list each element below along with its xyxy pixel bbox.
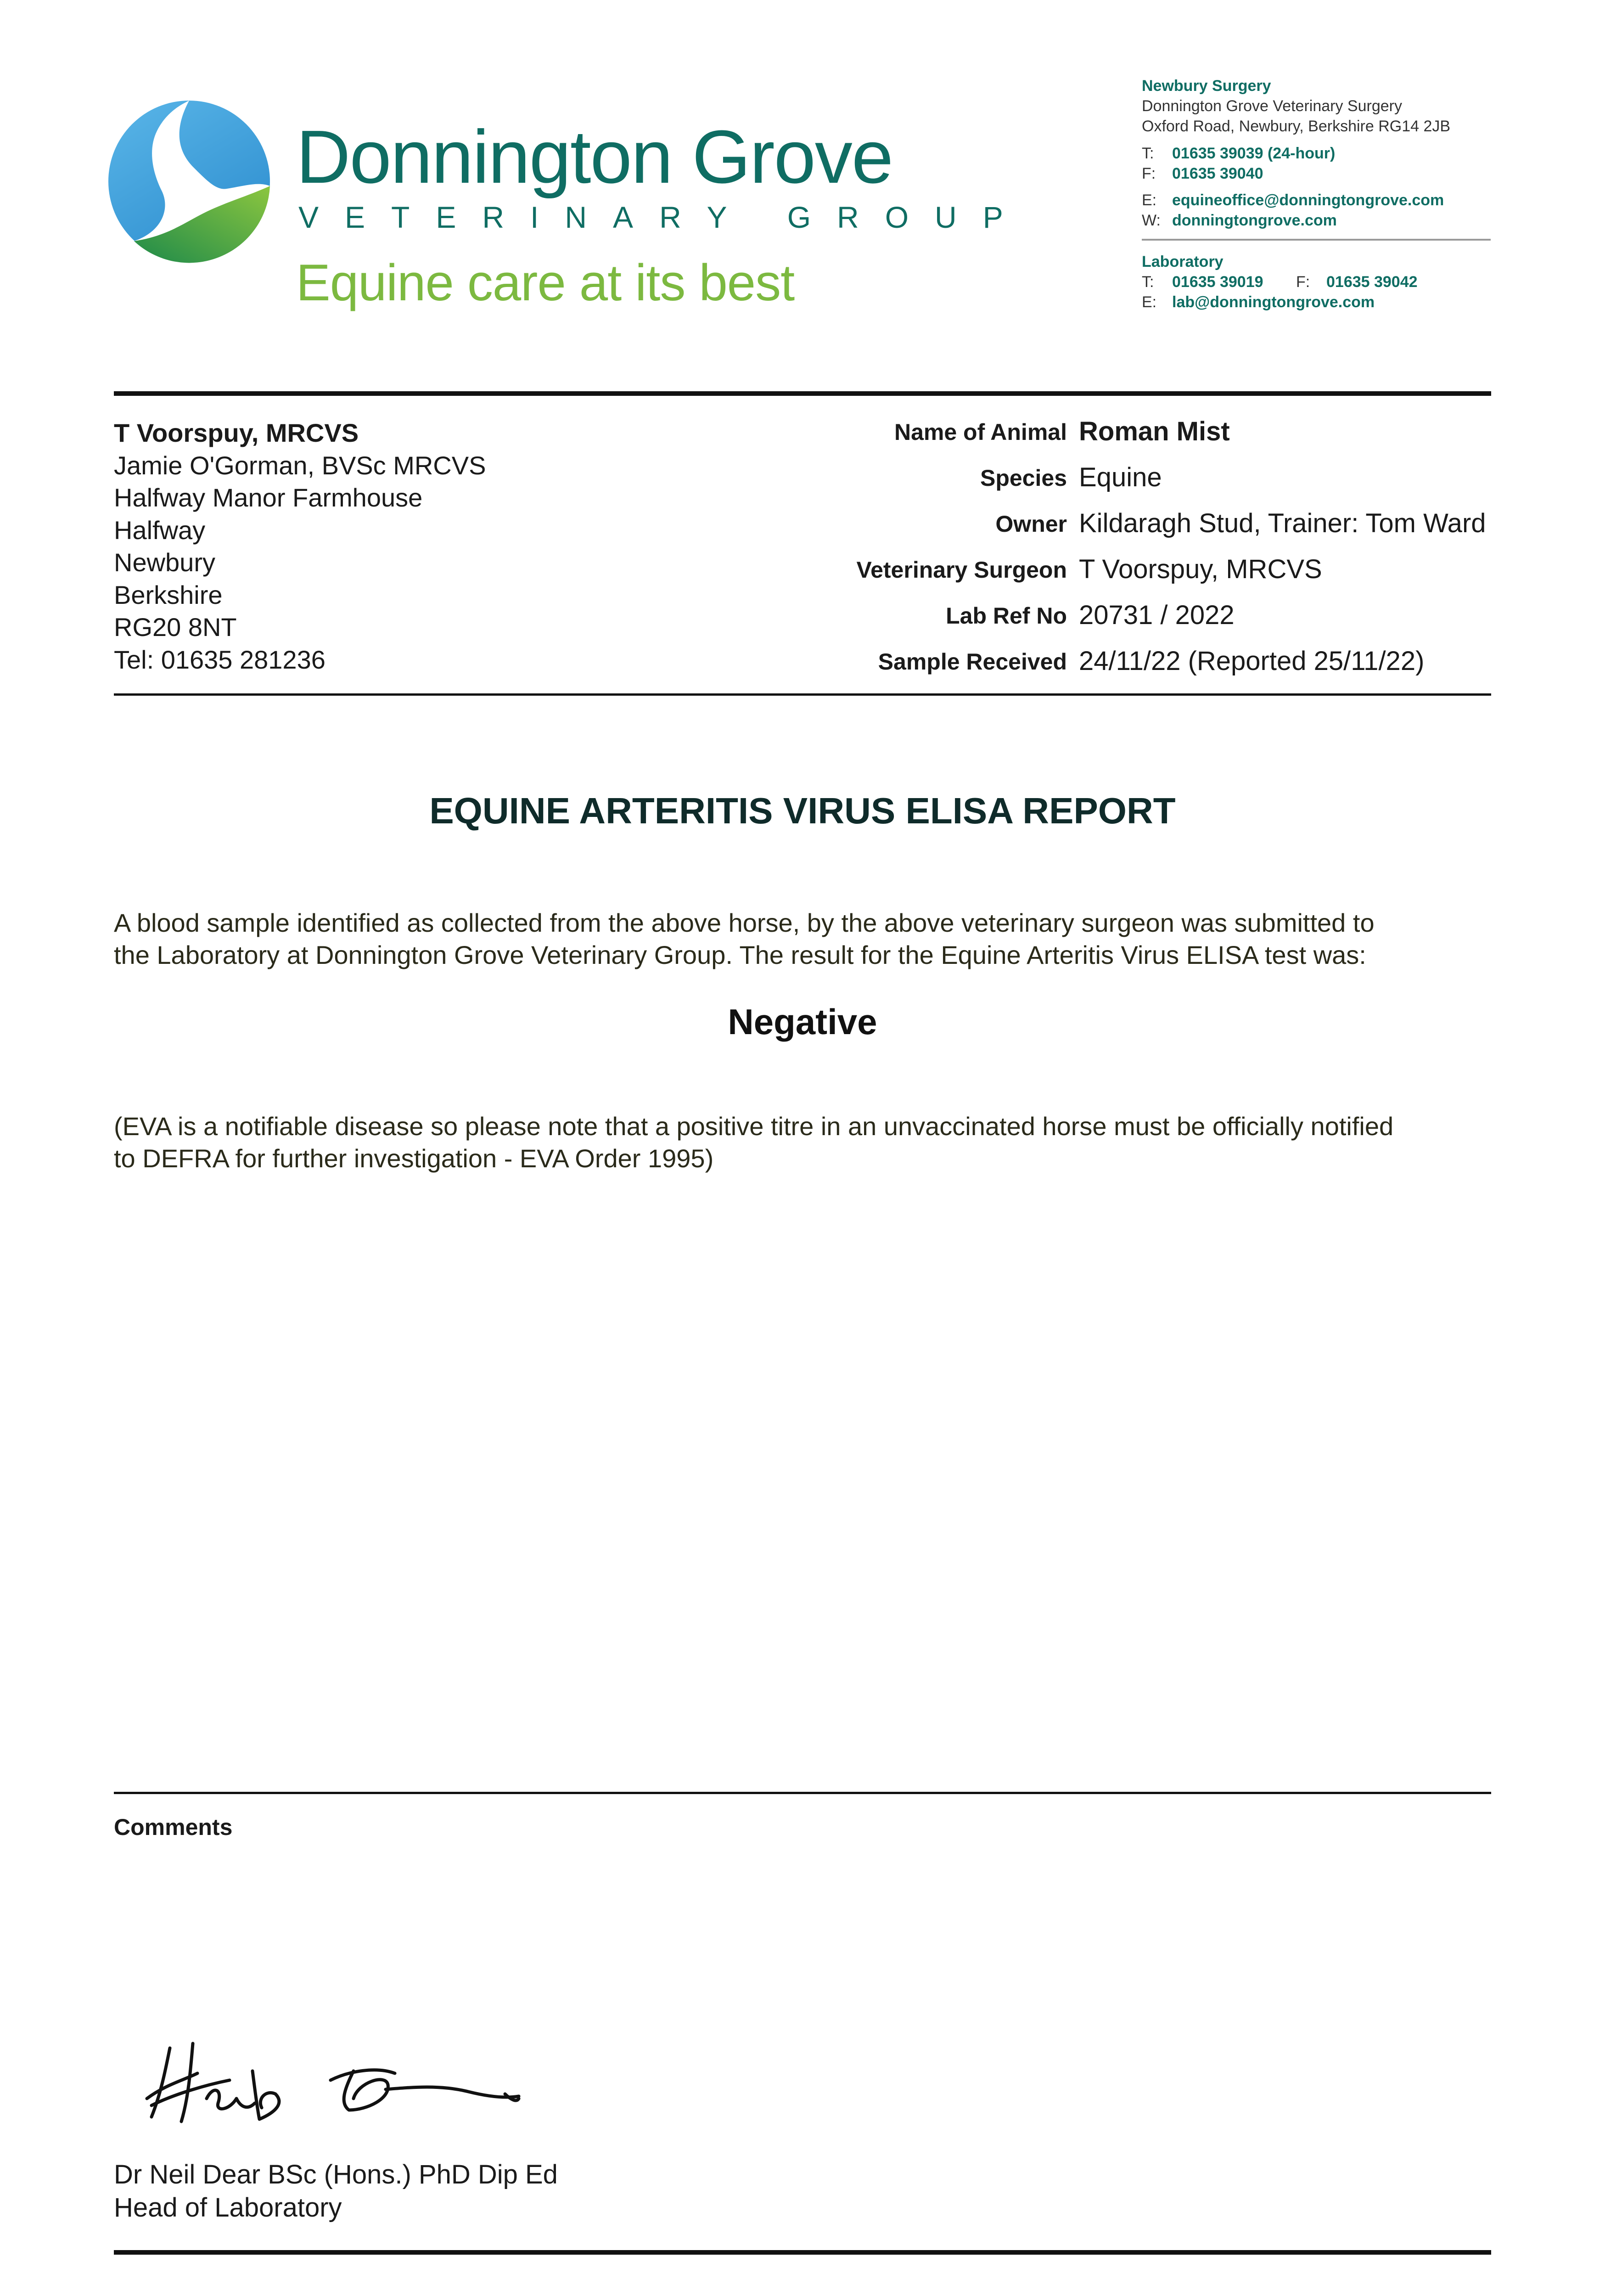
web-key: W: (1142, 212, 1161, 230)
brand-subtitle: VETERINARY GROUP (298, 200, 1029, 234)
laboratory-heading: Laboratory (1142, 253, 1224, 270)
surgery-tel: 01635 39039 (24-hour) (1172, 144, 1336, 162)
report-title: EQUINE ARTERITIS VIRUS ELISA REPORT (429, 790, 1176, 831)
detail-label: Veterinary Surgeon (856, 557, 1067, 583)
surgery-fax-row (1142, 163, 1491, 184)
detail-row-lab-ref (689, 600, 1492, 646)
contact-divider (1142, 239, 1491, 241)
detail-value: Equine (1079, 462, 1162, 492)
donnington-grove-logo (107, 99, 272, 264)
detail-row-vet-surgeon (689, 554, 1492, 600)
detail-row-species (689, 462, 1492, 508)
brand-name: Donnington Grove (296, 115, 893, 199)
laboratory-phone-row (1142, 272, 1491, 292)
surgery-web-row (1142, 210, 1491, 231)
comments-rule (114, 1792, 1491, 1794)
intro-paragraph (114, 907, 1500, 971)
tel-key: T: (1142, 273, 1154, 291)
detail-label: Species (980, 465, 1067, 491)
surgery-fax: 01635 39040 (1172, 164, 1263, 182)
addressee-line: Halfway (114, 515, 206, 545)
tel-key: T: (1142, 144, 1154, 162)
laboratory-email-link[interactable]: lab@donningtongrove.com (1172, 293, 1375, 311)
intro-line: the Laboratory at Donnington Grove Veterinary Group. The result for the Equine Arteritis Virus ELISA test was: (114, 940, 1366, 969)
detail-label: Owner (995, 511, 1067, 537)
surgery-website-link[interactable]: donningtongrove.com (1172, 212, 1337, 230)
detail-label: Name of Animal (894, 419, 1067, 445)
handwritten-signature (138, 2030, 551, 2131)
signatory-name: Dr Neil Dear BSc (Hons.) PhD Dip Ed (114, 2160, 558, 2189)
detail-value: T Voorspuy, MRCVS (1079, 554, 1322, 584)
detail-value: 24/11/22 (Reported 25/11/22) (1079, 646, 1425, 676)
laboratory-tel: 01635 39019 (1172, 273, 1263, 291)
surgery-address-line1: Donnington Grove Veterinary Surgery (1142, 97, 1402, 115)
footer-rule (114, 2250, 1491, 2255)
surgery-email-link[interactable]: equineoffice@donningtongrove.com (1172, 191, 1444, 209)
surgery-heading: Newbury Surgery (1142, 77, 1271, 95)
notifiable-note (114, 1110, 1500, 1175)
laboratory-email-row (1142, 292, 1491, 312)
addressee-line: RG20 8NT (114, 613, 237, 642)
brand-tagline: Equine care at its best (296, 254, 795, 311)
laboratory-fax: 01635 39042 (1326, 273, 1418, 291)
note-line: to DEFRA for further investigation - EVA Order 1995) (114, 1144, 714, 1173)
surgery-tel-row (1142, 143, 1491, 163)
intro-line: A blood sample identified as collected from the above horse, by the above veterinary surgeon was submitted to (114, 908, 1375, 937)
addressee-line: Berkshire (114, 580, 223, 609)
email-key: E: (1142, 191, 1157, 209)
addressee-line: Halfway Manor Farmhouse (114, 483, 423, 512)
test-result: Negative (728, 1002, 877, 1042)
fax-key: F: (1142, 164, 1156, 182)
addressee-line: Tel: 01635 281236 (114, 645, 326, 674)
email-key: E: (1142, 293, 1157, 311)
addressee-line: Newbury (114, 548, 215, 577)
note-line: (EVA is a notifiable disease so please note that a positive titre in an unvaccinated horse must be officially notified (114, 1112, 1394, 1141)
detail-label: Lab Ref No (946, 603, 1067, 629)
comments-label: Comments (114, 1814, 233, 1840)
detail-row-sample-received (689, 646, 1492, 692)
fax-key: F: (1296, 273, 1310, 291)
detail-label: Sample Received (878, 649, 1067, 675)
signatory-block (114, 2158, 558, 2224)
surgery-email-row (1142, 190, 1491, 210)
header-rule-bottom (114, 693, 1491, 696)
laboratory-contact-block (1142, 252, 1491, 313)
detail-row-owner (689, 508, 1492, 554)
detail-row-animal-name (689, 416, 1492, 462)
addressee-line: Jamie O'Gorman, BVSc MRCVS (114, 450, 486, 480)
detail-value: Roman Mist (1079, 416, 1230, 446)
detail-value: 20731 / 2022 (1079, 600, 1235, 630)
detail-value: Kildaragh Stud, Trainer: Tom Ward (1079, 508, 1486, 538)
surgery-contact-block (1142, 76, 1491, 231)
addressee-line: T Voorspuy, MRCVS (114, 418, 359, 447)
addressee-block (114, 417, 486, 676)
surgery-address-line2: Oxford Road, Newbury, Berkshire RG14 2JB (1142, 118, 1451, 135)
header-rule-top (114, 391, 1491, 396)
animal-details-table (689, 416, 1492, 692)
signatory-role: Head of Laboratory (114, 2193, 342, 2223)
